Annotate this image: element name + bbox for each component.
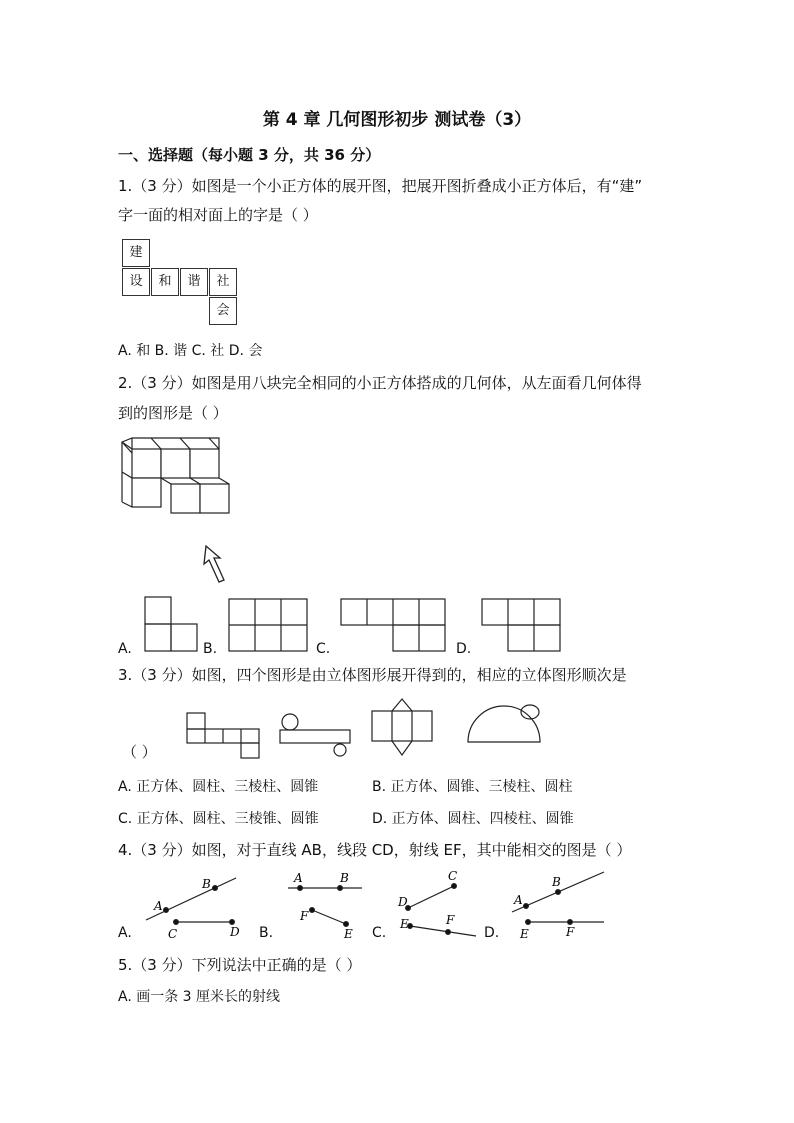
q3-cylinder-net-figure: [276, 713, 356, 757]
q3-option-d: D. 正方体、圆柱、四棱柱、圆锥: [372, 811, 574, 827]
point-label: B: [202, 877, 211, 891]
net-cell: 谐: [180, 268, 208, 296]
q3-option-c: C. 正方体、圆柱、三棱锥、圆锥: [118, 811, 319, 827]
q1-cube-net: [122, 239, 242, 329]
q3-cone-net-figure: [464, 702, 548, 746]
q4-option-a-label: A.: [118, 925, 132, 941]
point-label: A: [294, 871, 303, 885]
point-label: F: [446, 913, 455, 927]
q5-text-line1: 5.（3 分）下列说法中正确的是（ ）: [118, 956, 362, 974]
point-label: A: [154, 899, 163, 913]
q3-prism-net-figure: [368, 697, 434, 759]
net-cell: 建: [122, 239, 150, 267]
point-label: F: [566, 925, 575, 939]
q2-option-c-figure: [340, 598, 448, 652]
q5-option-a: A. 画一条 3 厘米长的射线: [118, 989, 281, 1005]
section-heading: 一、选择题（每小题 3 分，共 36 分）: [118, 146, 381, 164]
q2-option-a-figure: [144, 596, 200, 652]
q3-cube-net-figure: [186, 712, 266, 760]
page-title: 第 4 章 几何图形初步 测试卷（3）: [262, 110, 532, 130]
point-label: E: [520, 927, 529, 941]
q3-option-a: A. 正方体、圆柱、三棱柱、圆锥: [118, 779, 319, 795]
view-direction-arrow: [200, 544, 230, 586]
point-label: C: [168, 927, 178, 941]
point-label: F: [300, 909, 309, 923]
q3-paren: （ ）: [122, 743, 157, 761]
q2-option-a-label: A.: [118, 641, 132, 657]
net-cell: 和: [151, 268, 179, 296]
q4-option-a-figure: [142, 872, 242, 940]
q4-option-d-label: D.: [484, 925, 500, 941]
point-label: A: [514, 893, 523, 907]
q2-option-b-figure: [228, 598, 310, 652]
point-label: E: [344, 927, 353, 941]
net-cell: 社: [209, 268, 237, 296]
q2-option-b-label: B.: [203, 641, 218, 657]
q4-text-line1: 4.（3 分）如图，对于直线 AB，线段 CD，射线 EF，其中能相交的图是（ ）: [118, 841, 632, 859]
q2-option-d-label: D.: [456, 641, 472, 657]
point-label: B: [552, 875, 561, 889]
q4-option-c-figure: [396, 866, 480, 938]
q2-text-line1: 2.（3 分）如图是用八块完全相同的小正方体搭成的几何体，从左面看几何体得: [118, 374, 642, 392]
q1-options: A. 和 B. 谐 C. 社 D. 会: [118, 343, 263, 359]
q2-text-line2: 到的图形是（ ）: [118, 404, 228, 422]
q3-text-line1: 3.（3 分）如图，四个图形是由立体图形展开得到的，相应的立体图形顺次是: [118, 666, 627, 684]
point-label: D: [398, 895, 408, 909]
net-cell: 设: [122, 268, 150, 296]
q2-block-figure: [118, 436, 238, 522]
point-label: D: [230, 925, 240, 939]
q2-option-d-figure: [481, 598, 563, 652]
q3-option-b: B. 正方体、圆锥、三棱柱、圆柱: [372, 779, 573, 795]
q4-option-b-label: B.: [259, 925, 274, 941]
q4-option-d-figure: [508, 868, 608, 940]
point-label: E: [400, 917, 409, 931]
q4-option-b-figure: [284, 872, 366, 940]
net-cell: 会: [209, 297, 237, 325]
q1-text-line1: 1.（3 分）如图是一个小正方体的展开图，把展开图折叠成小正方体后，有“建”: [118, 177, 643, 195]
q1-text-line2: 字一面的相对面上的字是（ ）: [118, 206, 318, 224]
point-label: B: [340, 871, 349, 885]
q2-option-c-label: C.: [316, 641, 331, 657]
point-label: C: [448, 869, 458, 883]
q4-option-c-label: C.: [372, 925, 387, 941]
